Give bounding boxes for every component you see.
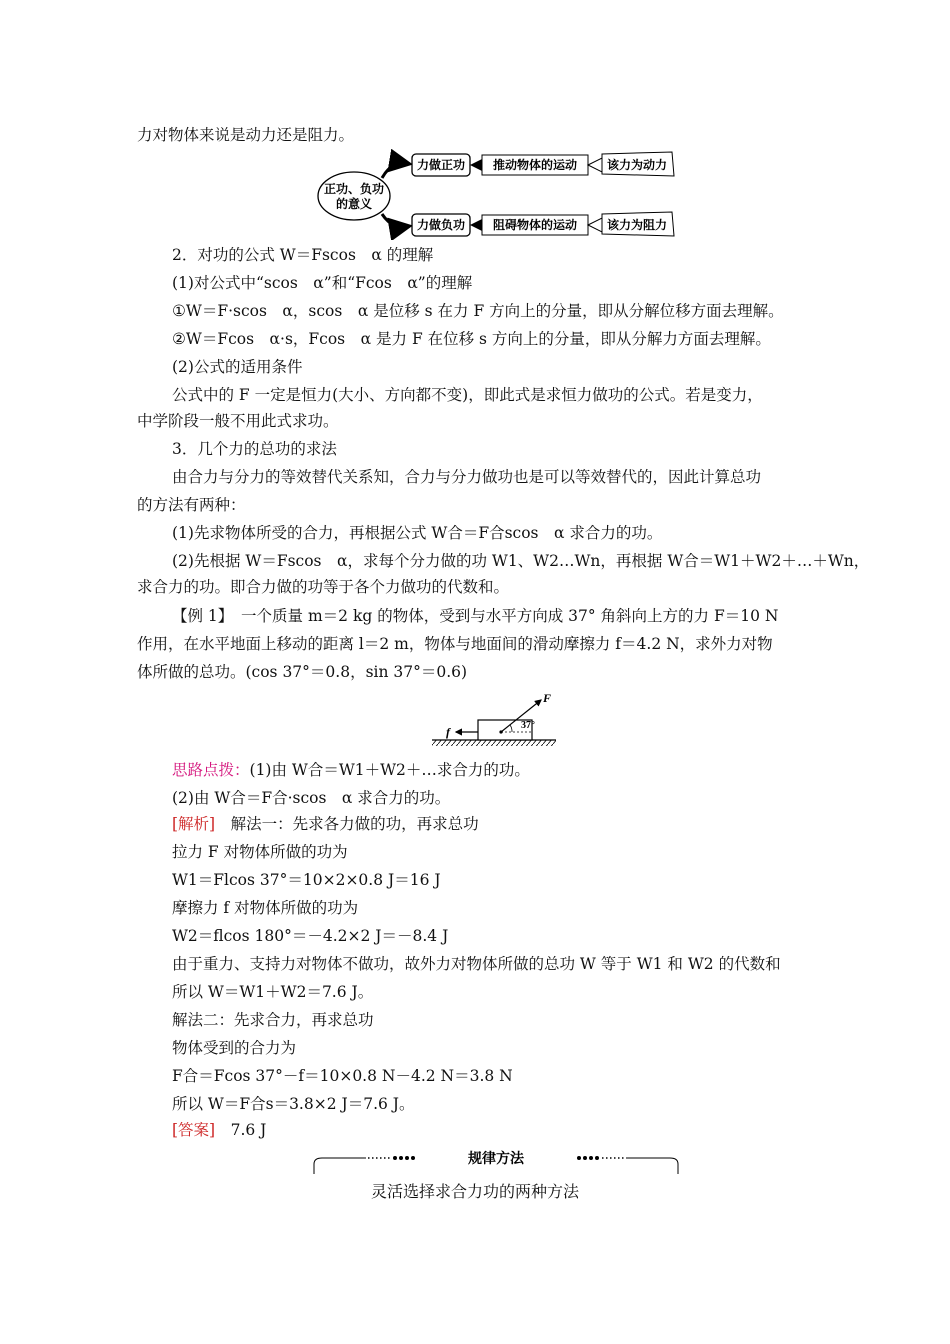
analysis-label: [解析] <box>172 815 216 833</box>
mindmap-center-node <box>318 172 390 220</box>
rule-method-banner <box>310 1148 682 1176</box>
arrow-to-negative <box>382 214 410 227</box>
hint-text-1: (1)由 W合＝W1＋W2＋…求合力的功。 <box>249 761 530 779</box>
hint-line-2: (2)由 W合＝F合·scos α 求合力的功。 <box>172 789 451 807</box>
solution-step-4: W2＝flcos 180°＝－4.2×2 J＝－8.4 J <box>172 927 449 945</box>
solution-step-5: 由于重力、支持力对物体不做功，故外力对物体所做的总功 W 等于 W1 和 W2 的代数和 <box>172 955 781 973</box>
mindmap-center-line1: 正功、负功 <box>323 182 385 196</box>
box-resistive-force-label: 该力为阻力 <box>606 218 668 232</box>
analysis-text: 解法一：先求各力做的功，再求总功 <box>215 815 479 833</box>
pointer-top-2 <box>588 158 602 172</box>
section3-method2a: (2)先根据 W＝Fscos α，求每个分力做的功 W1、W2…Wn，再根据 W合＝W1＋W2＋…＋Wn， <box>172 552 870 570</box>
example-line-a <box>172 606 778 626</box>
section2-item2a: 公式中的 F 一定是恒力(大小、方向都不变)，即此式是求恒力做功的公式。若是变力， <box>172 386 763 404</box>
solution-step-10: 所以 W＝F合s＝3.8×2 J＝7.6 J。 <box>172 1095 415 1113</box>
ground-hatch <box>432 740 556 746</box>
example-line-b: 作用，在水平地面上移动的距离 l＝2 m，物体与地面间的滑动摩擦力 f＝4.2 N，求外力对物 <box>137 635 773 653</box>
solution-step-1: 拉力 F 对物体所做的功为 <box>172 843 348 861</box>
answer-label: [答案] <box>172 1121 216 1139</box>
example-tag: 【例 1】 <box>172 607 226 625</box>
hint-line-1 <box>172 760 530 780</box>
example-text-a: 一个质量 m＝2 kg 的物体，受到与水平方向成 37° 角斜向上方的力 F＝10 N <box>225 607 779 625</box>
intro-line: 力对物体来说是动力还是阻力。 <box>137 126 355 144</box>
section2-item1b: ②W＝Fcos α·s，Fcos α 是力 F 在位移 s 方向上的分量，即从分解力方面去理解。 <box>172 330 771 348</box>
section2-item1: (1)对公式中“scos α”和“Fcos α”的理解 <box>172 274 473 292</box>
box-negative-work-label: 力做负功 <box>416 218 466 232</box>
box-hinder-motion-label: 阻碍物体的运动 <box>492 218 578 232</box>
banner-left-frame <box>314 1158 366 1174</box>
arrow-to-positive <box>382 163 410 178</box>
solution-step-2: W1＝Flcos 37°＝10×2×0.8 J＝16 J <box>172 871 441 889</box>
pointer-bottom-1 <box>470 219 482 231</box>
example-line-c: 体所做的总功。(cos 37°＝0.8，sin 37°＝0.6) <box>137 663 468 681</box>
banner-right-frame <box>626 1158 678 1174</box>
solution-step-9: F合＝Fcos 37°－f＝10×0.8 N－4.2 N＝3.8 N <box>172 1067 513 1085</box>
force-label: F <box>543 691 552 705</box>
mindmap-diagram <box>316 148 678 240</box>
section2-item2b: 中学阶段一般不用此式求功。 <box>137 412 339 430</box>
section2-item1a: ①W＝F·scos α，scos α 是位移 s 在力 F 方向上的分量，即从分解位移方面去理解。 <box>172 302 784 320</box>
rule-section-title: 灵活选择求合力功的两种方法 <box>370 1182 579 1201</box>
friction-label: f <box>446 725 450 739</box>
section3-title: 3．几个力的总功的求法 <box>172 440 337 458</box>
pointer-bottom-2 <box>588 218 602 232</box>
box-positive-work-label: 力做正功 <box>416 158 466 172</box>
section3-method1: (1)先求物体所受的合力，再根据公式 W合＝F合scos α 求合力的功。 <box>172 524 663 542</box>
section3-para-a: 由合力与分力的等效替代关系知，合力与分力做功也是可以等效替代的，因此计算总功 <box>172 468 762 486</box>
answer-line <box>172 1120 266 1140</box>
pointer-top-1 <box>470 159 482 171</box>
angle-label: 37° <box>521 720 535 731</box>
box-driving-force-label: 该力为动力 <box>606 158 668 172</box>
solution-step-8: 物体受到的合力为 <box>172 1039 297 1057</box>
hint-label: 思路点拨： <box>172 761 250 779</box>
mindmap-center-line2: 的意义 <box>335 197 373 211</box>
banner-title: 规律方法 <box>468 1150 524 1166</box>
section3-para-b: 的方法有两种： <box>137 496 246 514</box>
solution-step-6: 所以 W＝W1＋W2＝7.6 J。 <box>172 983 374 1001</box>
section3-method2b: 求合力的功。即合力做的功等于各个力做功的代数和。 <box>137 578 510 596</box>
analysis-line <box>172 814 479 834</box>
box-push-motion-label: 推动物体的运动 <box>492 158 578 172</box>
force-diagram <box>428 690 558 752</box>
section2-title: 2．对功的公式 W＝Fscos α 的理解 <box>172 246 434 264</box>
solution-step-7: 解法二：先求合力，再求总功 <box>172 1011 374 1029</box>
solution-step-3: 摩擦力 f 对物体所做的功为 <box>172 899 359 917</box>
answer-value: 7.6 J <box>215 1121 267 1139</box>
section2-item2: (2)公式的适用条件 <box>172 358 303 376</box>
